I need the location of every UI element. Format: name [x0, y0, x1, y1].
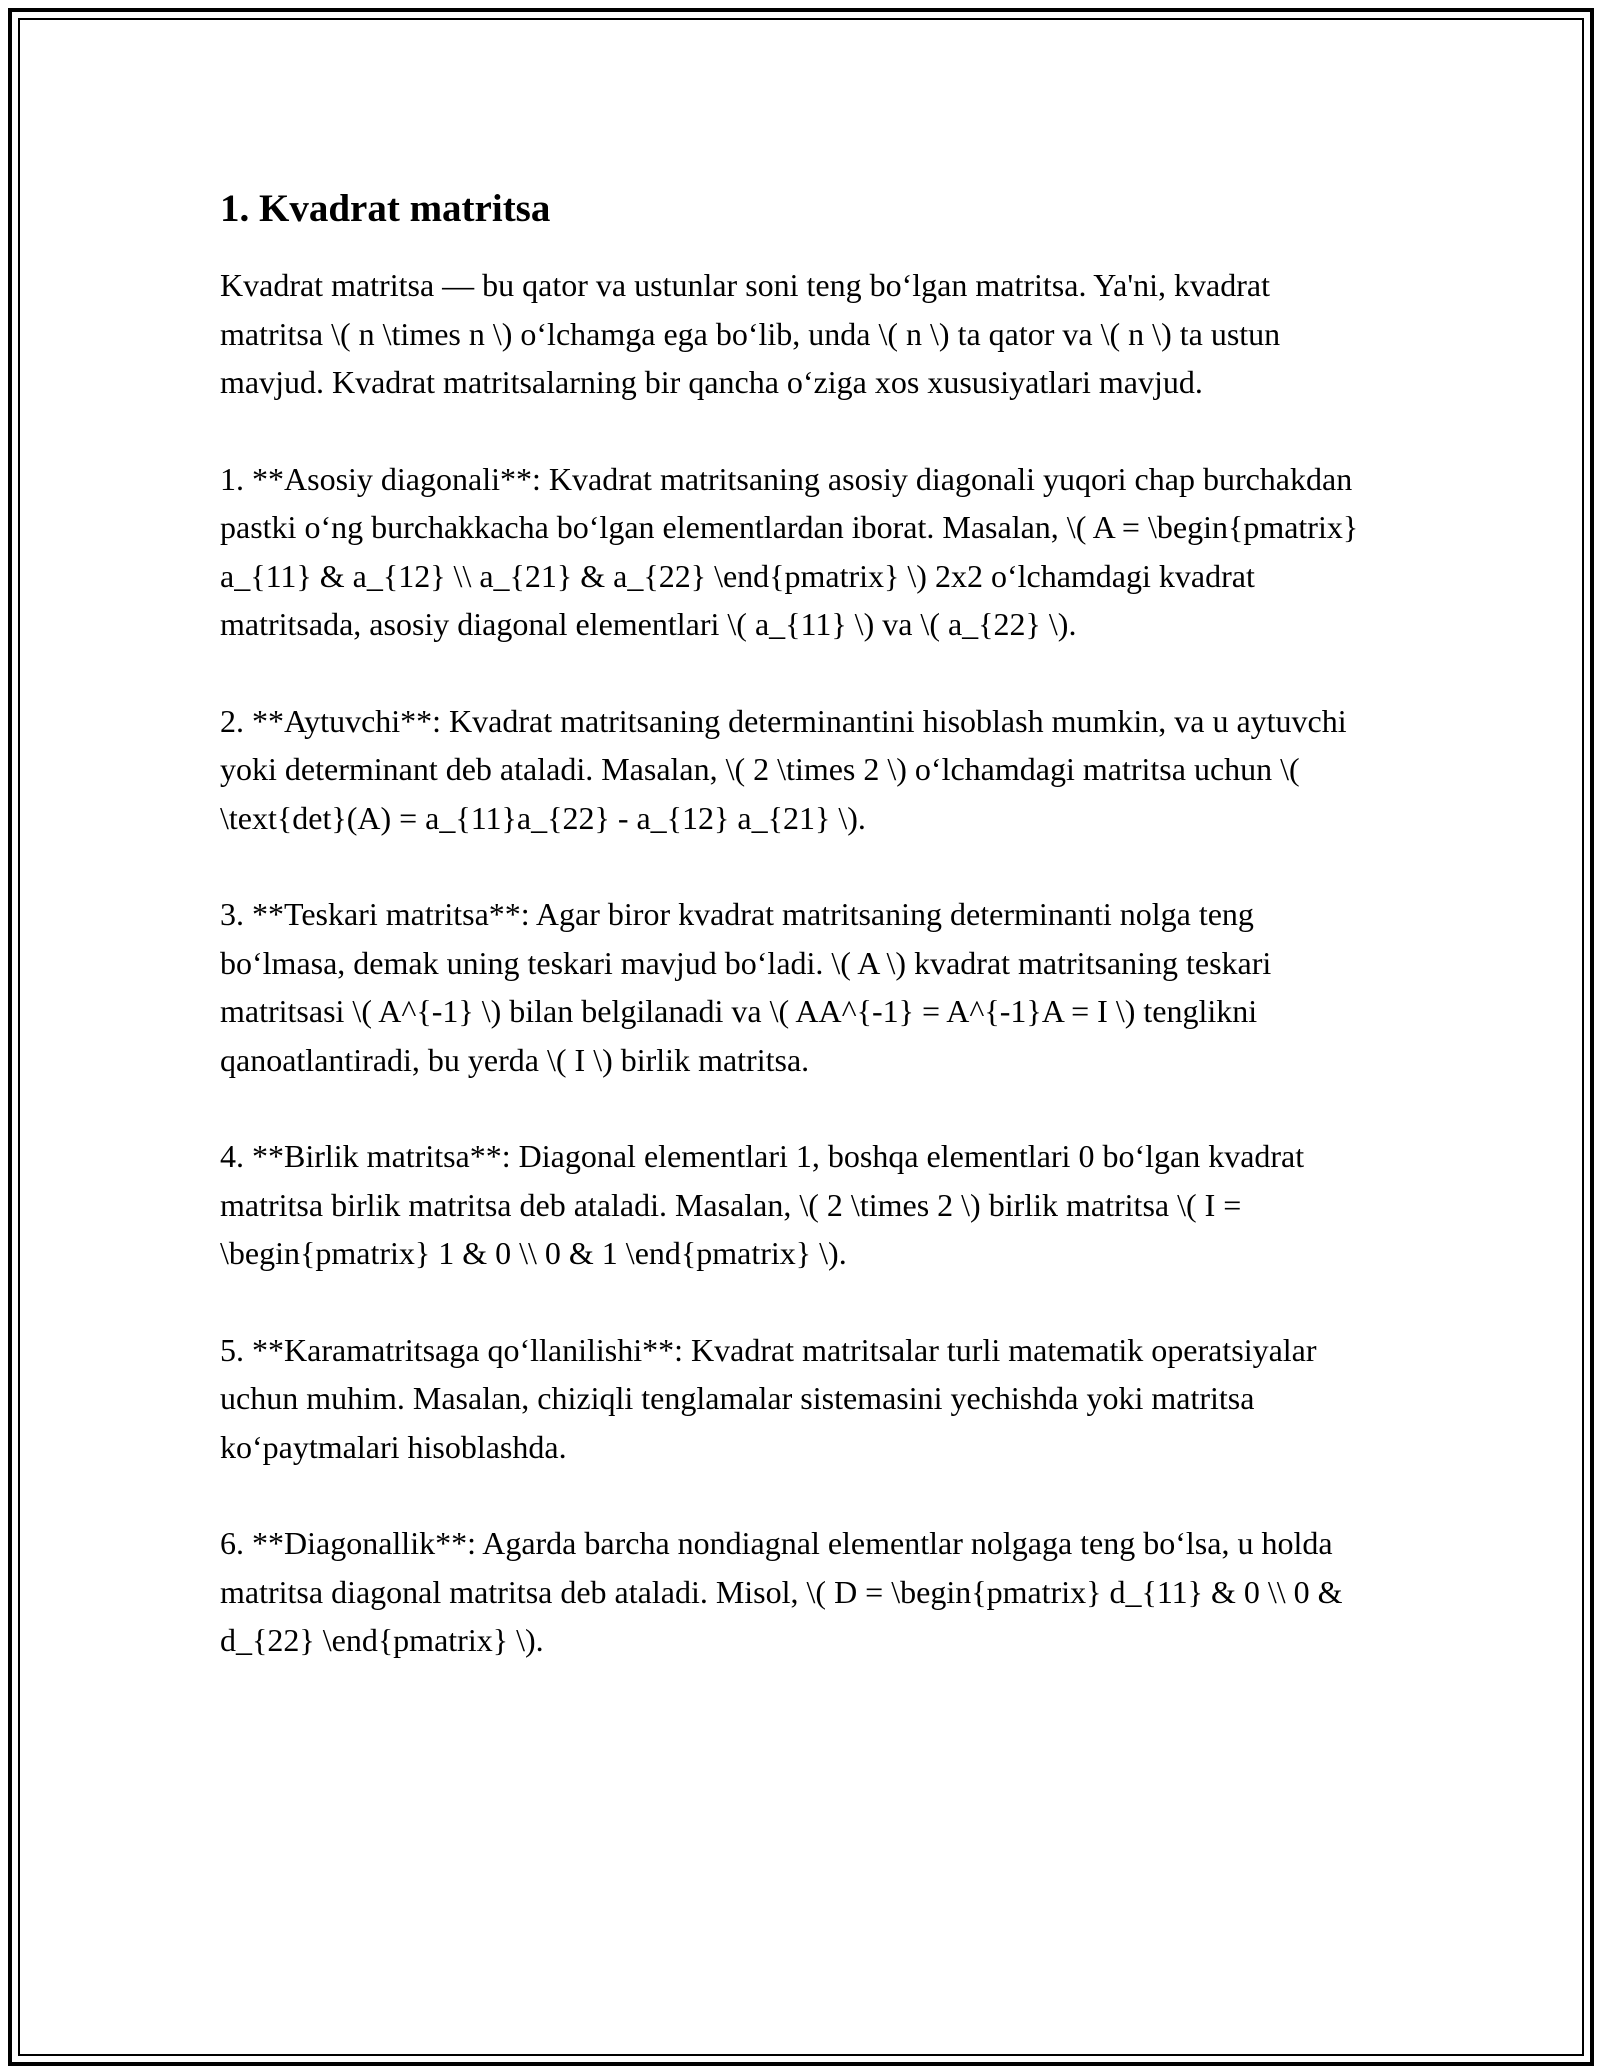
list-item-applications: 5. **Karamatritsaga qo‘llanilishi**: Kvadrat matritsalar turli matematik operatsiyalar uchun muhim. Masalan, chiziqli tenglamalar sistemasini yechishda yoki matritsa ko‘paytmalari hisoblashda.	[220, 1331, 1317, 1465]
list-item-determinant: 2. **Aytuvchi**: Kvadrat matritsaning determinantini hisoblash mumkin, va u aytuvchi yoki determinant deb ataladi. Masalan, \( 2 \times 2 \) o‘lchamdagi matritsa uchun \( \text{det}(A) = a_{11}a_{22} - a_{12} a_{21} \).	[220, 702, 1347, 836]
list-item-identity-matrix: 4. **Birlik matritsa**: Diagonal elementlari 1, boshqa elementlari 0 bo‘lgan kvadrat matritsa birlik matritsa deb ataladi. Masalan, \( 2 \times 2 \) birlik matritsa \( I = \begin{pmatrix} 1 & 0 \\ 0 & 1 \end{pmatrix} \).	[220, 1138, 1305, 1271]
list-item-diagonality: 6. **Diagonallik**: Agarda barcha nondiagnal elementlar nolgaga teng bo‘lsa, u holda matritsa diagonal matritsa deb ataladi. Misol, \( D = \begin{pmatrix} d_{11} & 0 \\ 0 & d_{22} \end{pmatrix} \).	[220, 1525, 1343, 1658]
list-item-inverse-matrix: 3. **Teskari matritsa**: Agar biror kvadrat matritsaning determinanti nolga teng bo‘lmasa, demak uning teskari mavjud bo‘ladi. \( A \) kvadrat matritsaning teskari matritsasi \( A^{-1} \) bilan belgilanadi va \( AA^{-1} = A^{-1}A = I \) tenglikni qanoatlantiradi, bu yerda \( I \) birlik matritsa.	[220, 896, 1272, 1078]
intro-paragraph: Kvadrat matritsa — bu qator va ustunlar soni teng bo‘lgan matritsa. Ya'ni, kvadrat matritsa \( n \times n \) o‘lchamga ega bo‘lib, unda \( n \) ta qator va \( n \) ta ustun mavjud. Kvadrat matritsalarning bir qancha o‘ziga xos xususiyatlari mavjud.	[220, 267, 1281, 400]
document-body	[220, 185, 1370, 1713]
section-heading: 1. Kvadrat matritsa	[220, 187, 551, 230]
list-item-main-diagonal: 1. **Asosiy diagonali**: Kvadrat matritsaning asosiy diagonali yuqori chap burchakdan pastki o‘ng burchakkacha bo‘lgan elementlardan iborat. Masalan, \( A = \begin{pmatrix} a_{11} & a_{12} \\ a_{21} & a_{22} \end{pmatrix} \) 2x2 o‘lchamdagi kvadrat matritsada, asosiy diagonal elementlari \( a_{11} \) va \( a_{22} \).	[220, 460, 1359, 642]
